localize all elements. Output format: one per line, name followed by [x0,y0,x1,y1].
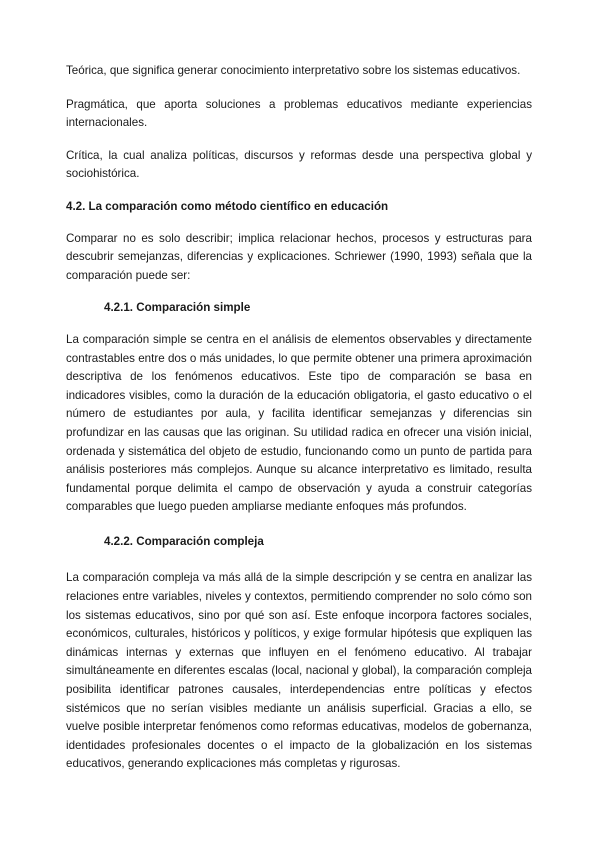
subsection-heading-4-2-2: 4.2.2. Comparación compleja [104,534,264,548]
paragraph-comparacion-compleja: La comparación compleja va más allá de la simple descripción y se centra en analizar las relaciones entre variables, niveles y contextos, permitiendo comprender no solo cómo son los sistemas educativos, sino por qué son así. Este enfoque incorpora factores sociales, económicos, culturales, históricos y políticos, y exige formular hipótesis que expliquen las dinámicas internas y externas que influyen en el fenómeno educativo. Al trabajar simultáneamente en diferentes escalas (local, nacional y global), la comparación compleja posibilita identificar patrones causales, interdependencias entre políticas y efectos sistémicos que no serían visibles mediante un análisis superficial. Gracias a ello, se vuelve posible interpretar fenómenos como reformas educativas, modelos de gobernanza, identidades profesionales docentes o el impacto de la globalización en los sistemas educativos, generando explicaciones más completas y rigurosas. [66,571,532,771]
paragraph-comparacion-simple: La comparación simple se centra en el análisis de elementos observables y directamente contrastables entre dos o más unidades, lo que permite obtener una primera aproximación descriptiva de los fenómenos educativos. Este tipo de comparación se basa en indicadores visibles, como la duración de la educación obligatoria, el gasto educativo o el número de estudiantes por aula, y facilita identificar semejanzas y diferencias sin profundizar en las causas que las originan. Su utilidad radica en ofrecer una visión inicial, ordenada y sistemática del objeto de estudio, funcionando como un punto de partida para análisis posteriores más complejos. Aunque su alcance interpretativo es limitado, resulta fundamental porque delimita el campo de observación y ayuda a construir categorías comparables que luego pueden ampliarse mediante enfoques más profundos. [66,332,532,514]
paragraph-critica: Crítica, la cual analiza políticas, discursos y reformas desde una perspectiva global y sociohistórica. [66,148,532,181]
paragraph-teorica: Teórica, que significa generar conocimiento interpretativo sobre los sistemas educativos. [66,64,521,77]
section-heading-4-2: 4.2. La comparación como método científico en educación [66,199,389,213]
subsection-heading-4-2-1: 4.2.1. Comparación simple [104,301,251,315]
paragraph-pragmatica: Pragmática, que aporta soluciones a problemas educativos mediante experiencias internacionales. [66,97,532,130]
document-page [66,62,532,774]
paragraph-intro-comparacion: Comparar no es solo describir; implica relacionar hechos, procesos y estructuras para descubrir semejanzas, diferencias y explicaciones. Schriewer (1990, 1993) señala que la comparación puede ser: [66,231,532,282]
